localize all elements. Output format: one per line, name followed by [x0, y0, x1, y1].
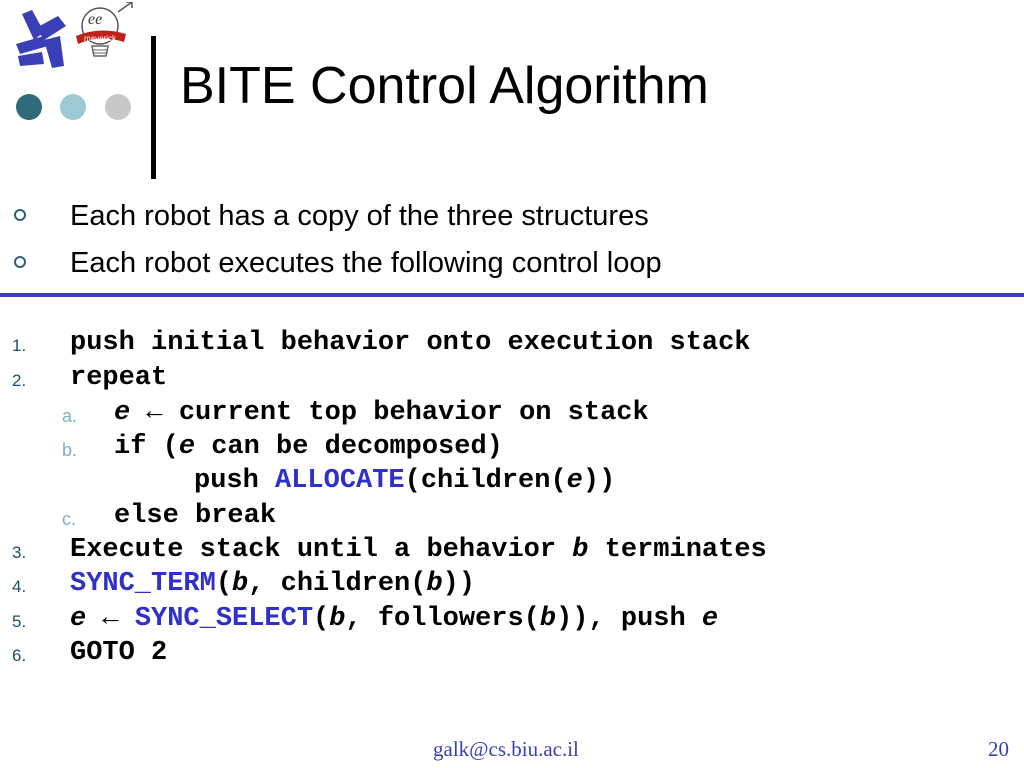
slide-title: BITE Control Algorithm [180, 57, 709, 115]
step-text: push initial behavior onto execution stack [70, 328, 751, 358]
dot-light-icon [60, 94, 86, 120]
section-divider [0, 293, 1024, 297]
step-text: GOTO 2 [70, 638, 168, 668]
step-marker: c. [62, 509, 77, 529]
step-text: b [539, 604, 557, 634]
step-marker: a. [62, 406, 78, 426]
maverick-logo-icon [74, 2, 138, 66]
step-line [70, 361, 167, 395]
dot-gray-icon [105, 94, 131, 120]
step-text: b [329, 604, 346, 634]
bullet-text: Each robot executes the following control loop [70, 247, 662, 279]
step-line [70, 533, 767, 567]
footer-email: galk@cs.biu.ac.il [433, 737, 579, 761]
step-text: ( [313, 604, 330, 634]
step-marker: b. [62, 440, 78, 460]
step-line [114, 499, 276, 533]
step-marker: 6. [12, 646, 27, 665]
step-text: push [194, 466, 276, 496]
step-text: ← [86, 604, 135, 634]
keyword-text: SYNC_SELECT [134, 604, 314, 634]
step-text: , children( [248, 569, 427, 599]
step-line [70, 567, 475, 601]
university-logo-icon [14, 10, 68, 68]
step-marker: 1. [12, 336, 27, 355]
step-text: b [232, 569, 249, 599]
step-text: e [70, 604, 87, 634]
bullet-text: Each robot has a copy of the three structures [70, 200, 649, 232]
step-marker: 4. [12, 577, 27, 596]
step-text: e [566, 466, 583, 496]
step-line [70, 636, 167, 670]
step-text: (children( [404, 466, 567, 496]
step-line [114, 396, 649, 430]
step-text: repeat [70, 363, 168, 393]
step-text: e [178, 432, 196, 462]
step-text: b [572, 535, 589, 565]
dot-dark-icon [16, 94, 42, 120]
step-line [194, 464, 615, 498]
logo-glyph: ee [88, 11, 103, 28]
step-text: terminates [588, 535, 767, 565]
step-text: ( [215, 569, 233, 599]
step-text: )), push [556, 604, 702, 634]
step-line [114, 430, 503, 464]
step-text: )) [582, 466, 616, 496]
step-text: else break [114, 501, 277, 531]
keyword-text: SYNC_TERM [70, 569, 216, 599]
page-number: 20 [988, 737, 1009, 761]
step-text: if ( [114, 432, 179, 462]
keyword-text: ALLOCATE [275, 466, 405, 496]
bullet-ring-icon [14, 209, 26, 221]
step-text: current top behavior on stack [178, 398, 649, 428]
logo-text: maverick [84, 34, 117, 43]
step-text: ← [130, 398, 179, 428]
step-line [70, 602, 718, 636]
step-text: )) [442, 569, 476, 599]
step-text: b [426, 569, 443, 599]
step-text: e [701, 604, 719, 634]
step-text: can be decomposed) [195, 432, 503, 462]
step-line [70, 326, 751, 360]
step-text: , followers( [345, 604, 540, 634]
step-text: e [114, 398, 131, 428]
title-divider [151, 36, 156, 179]
step-marker: 5. [12, 612, 27, 631]
bullet-ring-icon [14, 256, 26, 268]
step-marker: 2. [12, 371, 27, 390]
step-marker: 3. [12, 543, 27, 562]
step-text: Execute stack until a behavior [70, 535, 573, 565]
